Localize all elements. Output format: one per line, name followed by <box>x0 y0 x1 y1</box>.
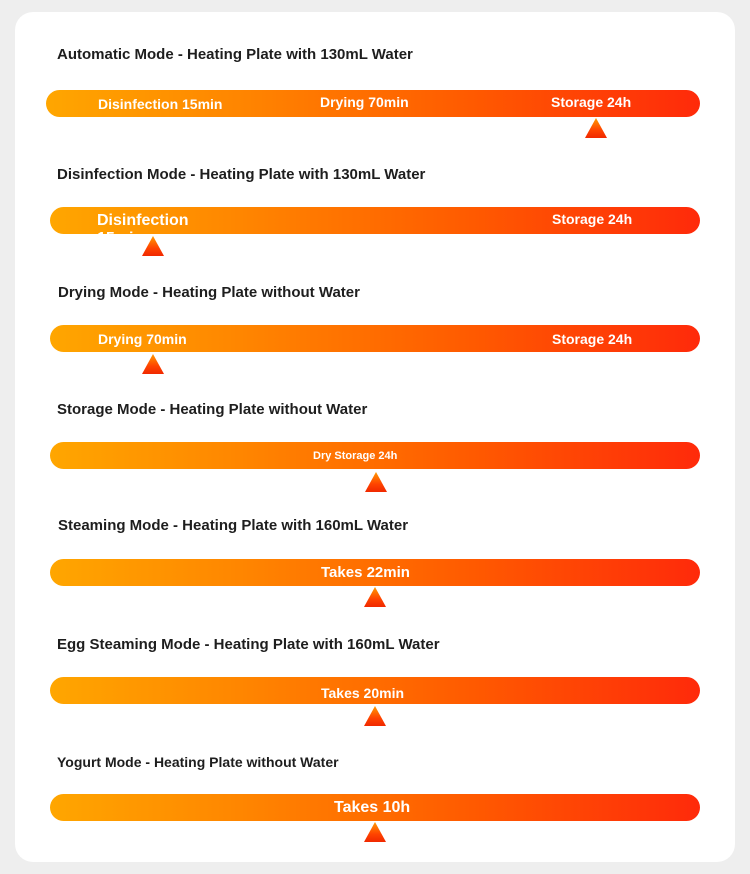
mode-title-automatic: Automatic Mode - Heating Plate with 130mL Water <box>57 46 413 63</box>
modes-card <box>15 12 735 862</box>
timeline-bar-automatic <box>46 90 700 117</box>
mode-title-storage: Storage Mode - Heating Plate without Water <box>57 401 368 418</box>
segment-duration: Takes 10h <box>334 798 411 816</box>
mode-title-steaming: Steaming Mode - Heating Plate with 160mL Water <box>58 517 409 534</box>
segment-drying: Drying 70min <box>320 94 409 110</box>
timeline-bar-drying <box>50 325 700 352</box>
mode-title-drying: Drying Mode - Heating Plate without Water <box>58 284 360 301</box>
segment-disinfection: Disinfection 15min <box>97 212 189 247</box>
mode-title-yogurt: Yogurt Mode - Heating Plate without Water <box>57 754 339 770</box>
mode-title-egg-steaming: Egg Steaming Mode - Heating Plate with 160mL Water <box>57 636 440 653</box>
segment-storage: Storage 24h <box>551 94 632 110</box>
segment-duration: Takes 22min <box>321 564 410 581</box>
segment-storage: Storage 24h <box>552 211 633 227</box>
segment-drying: Drying 70min <box>98 330 187 347</box>
timeline-bar-storage <box>50 442 700 469</box>
mode-title-disinfection: Disinfection Mode - Heating Plate with 130mL Water <box>57 166 426 183</box>
timeline-bar-yogurt <box>50 794 700 821</box>
timeline-bar-steaming <box>50 559 700 586</box>
segment-dry-storage: Dry Storage 24h <box>313 449 398 462</box>
segment-duration: Takes 20min <box>321 684 405 701</box>
timeline-bar-disinfection <box>50 207 700 247</box>
timeline-bar-egg-steaming <box>50 677 700 704</box>
segment-disinfection: Disinfection 15min <box>98 95 223 112</box>
segment-storage: Storage 24h <box>552 330 633 347</box>
